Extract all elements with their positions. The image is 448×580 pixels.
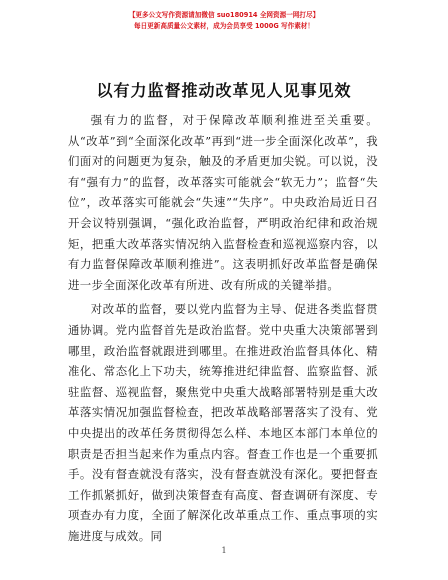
paragraph-1: 强有力的监督，对于保障改革顺利推进至关重要。从“改革”到“全面深化改革”再到“进一步全面深化改革”，我们面对的问题更为复杂，触及的矛盾更加尖锐。可以说，没有“强有力”的监督，改革落实可能就会“软无力”；监督“失位”，改革落实可能就会“失速”“失序”。中央政治局近日召开会议特别强调，“强化政治监督，严明政治纪律和政治规矩，把重大改革落实情况纳入监督检查和巡视巡察内容，以有力监督保障改革顺利推进”。这表明抓好改革监督是确保进一步全面深化改革有所进、改有所成的关键举措。 — [68, 113, 378, 292]
page-number: 1 — [221, 546, 227, 555]
promo-banner-line-2: 每日更新高质量公文素材，成为会员享受 1000G 写作素材！ — [133, 22, 314, 30]
document-body — [68, 110, 378, 546]
promo-banner-line-1: 【更多公文写作资源请加微信 suo180914 全网资源一网打尽】 — [128, 11, 320, 19]
paragraph-2: 对改革的监督，要以党内监督为主导、促进各类监督贯通协调。党内监督首先是政治监督。党中央重大决策部署到哪里，政治监督就跟进到哪里。在推进政治监督具体化、精准化、常态化上下功夫，统筹推进纪律监督、监察监督、派驻监督、巡视监督，聚焦党中央重大战略部署特别是重大改革落实情况加强监督检查，把改革战略部署落实了没有、党中央提出的改革任务贯彻得怎么样、本地区本部门本单位的职责是否担当起来作为重点内容。督查工作也是一个重要抓手。没有督查就没有落实，没有督查就没有深化。要把督查工作抓紧抓好，做到决策督查有高度、督查调研有深度、专项查办有力度，全面了解深化改革重点工作、重点事项的实施进度与成效。同 — [68, 302, 378, 543]
promo-banner — [0, 10, 448, 32]
document-title: 以有力监督推动改革见人见事见效 — [96, 81, 352, 100]
